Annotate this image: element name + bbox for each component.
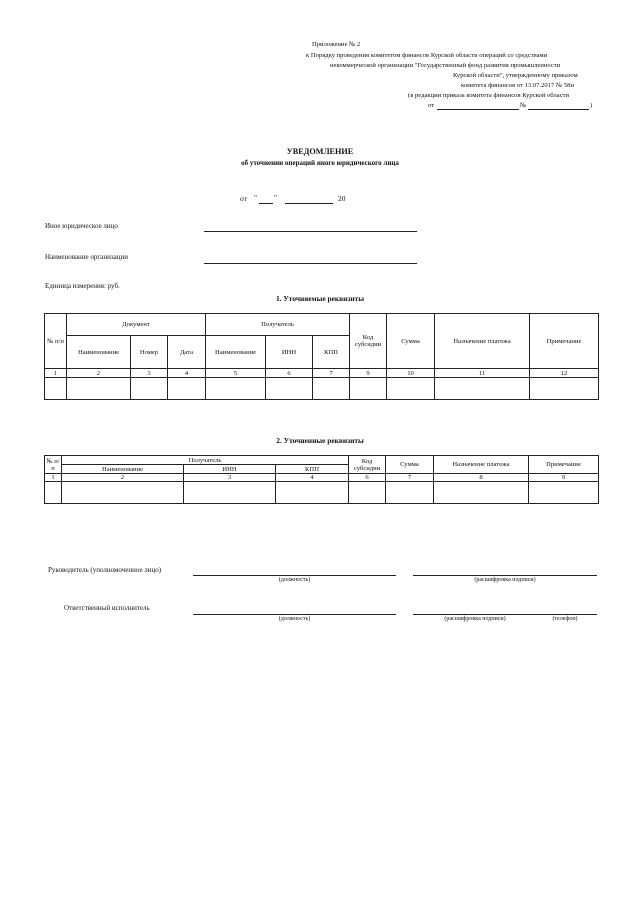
s2-col-number: 8 bbox=[434, 474, 529, 482]
s2-col-number: 6 bbox=[349, 474, 386, 482]
executor-position-caption: (должность) bbox=[278, 616, 311, 622]
document-subtitle: об уточнении операций иного юридического лица bbox=[241, 159, 399, 167]
s1-header-note: Примечание bbox=[530, 314, 599, 369]
s1-data-row bbox=[45, 378, 599, 400]
appendix-line-1: Приложение № 2 bbox=[312, 41, 361, 48]
s1-col-number: 9 bbox=[350, 369, 387, 378]
s1-column-numbers-row bbox=[45, 369, 599, 378]
date-day-line bbox=[259, 203, 273, 204]
executor-signature-caption: (расшифровка подписи) bbox=[444, 616, 506, 622]
s2-col-number: 2 bbox=[62, 474, 184, 482]
date-prefix: от bbox=[240, 194, 247, 203]
org-name-label: Наименование организации bbox=[45, 253, 128, 261]
s2-cell[interactable] bbox=[62, 482, 184, 504]
s2-header-num: № п/п bbox=[46, 457, 60, 472]
s2-cell[interactable] bbox=[349, 482, 386, 504]
s1-cell[interactable] bbox=[313, 378, 350, 400]
s1-cell[interactable] bbox=[530, 378, 599, 400]
s1-cell[interactable] bbox=[206, 378, 266, 400]
head-position-caption: (должность) bbox=[278, 577, 311, 583]
appendix-line-4: Курской области", утвержденному приказом bbox=[453, 72, 578, 79]
date-year: 20 bbox=[338, 194, 346, 203]
s2-header-rec-name: Наименование bbox=[62, 465, 184, 474]
s1-col-number: 12 bbox=[530, 369, 599, 378]
s1-header-recipient: Получатель bbox=[206, 314, 350, 336]
section-1-title: 1. Уточняемые реквизиты bbox=[275, 294, 365, 303]
s2-cell[interactable] bbox=[529, 482, 599, 504]
executor-signature-line[interactable] bbox=[413, 614, 597, 615]
appendix-line-2: к Порядку проведения комитетом финансов Курской области операций со средствами bbox=[306, 52, 548, 59]
section-2-title: 2. Уточненные реквизиты bbox=[276, 436, 364, 445]
unit-label: Единица измерения: руб. bbox=[45, 282, 120, 290]
date-quote-close: " bbox=[274, 193, 278, 202]
s1-cell[interactable] bbox=[387, 378, 435, 400]
s2-data-row bbox=[45, 482, 599, 504]
appendix-number-sign: № bbox=[520, 102, 527, 109]
s1-header-kpp: КПП bbox=[313, 336, 350, 369]
s1-cell[interactable] bbox=[266, 378, 313, 400]
s2-cell[interactable] bbox=[434, 482, 529, 504]
appendix-date-line bbox=[437, 109, 519, 110]
s1-header-purpose: Назначение платежа bbox=[435, 314, 530, 369]
s1-cell[interactable] bbox=[435, 378, 530, 400]
s1-header-doc-name: Наименование bbox=[67, 336, 131, 369]
head-signature-line[interactable] bbox=[413, 575, 597, 576]
head-label: Руководитель (уполномоченное лицо) bbox=[48, 566, 162, 574]
s1-cell[interactable] bbox=[45, 378, 67, 400]
s2-col-number: 9 bbox=[529, 474, 599, 482]
executor-label: Ответственный исполнитель bbox=[64, 604, 150, 612]
s2-col-number: 7 bbox=[386, 474, 434, 482]
s2-header-note: Примечание bbox=[529, 456, 599, 474]
s1-col-number: 7 bbox=[313, 369, 350, 378]
s1-col-number: 4 bbox=[168, 369, 206, 378]
s2-header-kpp: КПП bbox=[276, 465, 349, 474]
s2-cell[interactable] bbox=[45, 482, 62, 504]
head-signature-caption: (расшифровка подписи) bbox=[474, 577, 536, 583]
executor-position-line[interactable] bbox=[193, 614, 396, 615]
s2-cell[interactable] bbox=[386, 482, 434, 504]
s1-col-number: 3 bbox=[131, 369, 168, 378]
s2-header-purpose: Назначение платежа bbox=[434, 456, 529, 474]
s1-header-rec-name: Наименование bbox=[206, 336, 266, 369]
document-title: УВЕДОМЛЕНИЕ bbox=[286, 147, 354, 156]
date-month-line bbox=[285, 203, 333, 204]
s2-cell[interactable] bbox=[276, 482, 349, 504]
appendix-line-5: комитета финансов от 13.07.2017 № 58н bbox=[461, 82, 574, 89]
s1-header-num: № п/п bbox=[45, 314, 67, 369]
other-entity-label: Иное юридическое лицо bbox=[45, 222, 118, 230]
s1-col-number: 10 bbox=[387, 369, 435, 378]
s2-cell[interactable] bbox=[184, 482, 276, 504]
s1-col-number: 2 bbox=[67, 369, 131, 378]
appendix-line-7-prefix: от bbox=[428, 102, 435, 109]
s1-header-inn: ИНН bbox=[266, 336, 313, 369]
s1-header-sum: Сумма bbox=[387, 314, 435, 369]
s2-col-number: 3 bbox=[184, 474, 276, 482]
appendix-line-6: (в редакции приказа комитета финансов Курской области bbox=[408, 92, 570, 99]
s1-cell[interactable] bbox=[131, 378, 168, 400]
s2-col-number: 1 bbox=[45, 474, 62, 482]
s1-cell[interactable] bbox=[168, 378, 206, 400]
section-2-table bbox=[44, 455, 599, 504]
executor-phone-caption: (телефон) bbox=[552, 616, 578, 622]
s1-col-number: 1 bbox=[45, 369, 67, 378]
s1-header-subsidy-code: Код субсидии bbox=[350, 314, 387, 369]
other-entity-line[interactable] bbox=[204, 231, 417, 232]
s1-col-number: 5 bbox=[206, 369, 266, 378]
appendix-number-line bbox=[528, 109, 589, 110]
appendix-line-3: некоммерческой организации "Государственный фонд развития промышленности bbox=[330, 62, 561, 69]
s1-cell[interactable] bbox=[67, 378, 131, 400]
s1-cell[interactable] bbox=[350, 378, 387, 400]
s1-header-doc-date: Дата bbox=[168, 336, 206, 369]
s2-header-inn: ИНН bbox=[184, 465, 276, 474]
section-1-table bbox=[44, 313, 599, 400]
s2-header-subsidy-code: Код субсидии bbox=[349, 456, 386, 474]
s2-header-sum: Сумма bbox=[386, 456, 434, 474]
org-name-line[interactable] bbox=[204, 263, 417, 264]
s1-header-doc-number: Номер bbox=[131, 336, 168, 369]
date-quote-open: " bbox=[254, 193, 258, 202]
s2-col-number: 4 bbox=[276, 474, 349, 482]
s1-col-number: 6 bbox=[266, 369, 313, 378]
s1-col-number: 11 bbox=[435, 369, 530, 378]
head-position-line[interactable] bbox=[193, 575, 396, 576]
appendix-close-paren: ) bbox=[590, 102, 593, 109]
s2-header-recipient: Получатель bbox=[62, 456, 349, 465]
s2-column-numbers-row bbox=[45, 474, 599, 482]
s1-header-document: Документ bbox=[67, 314, 206, 336]
